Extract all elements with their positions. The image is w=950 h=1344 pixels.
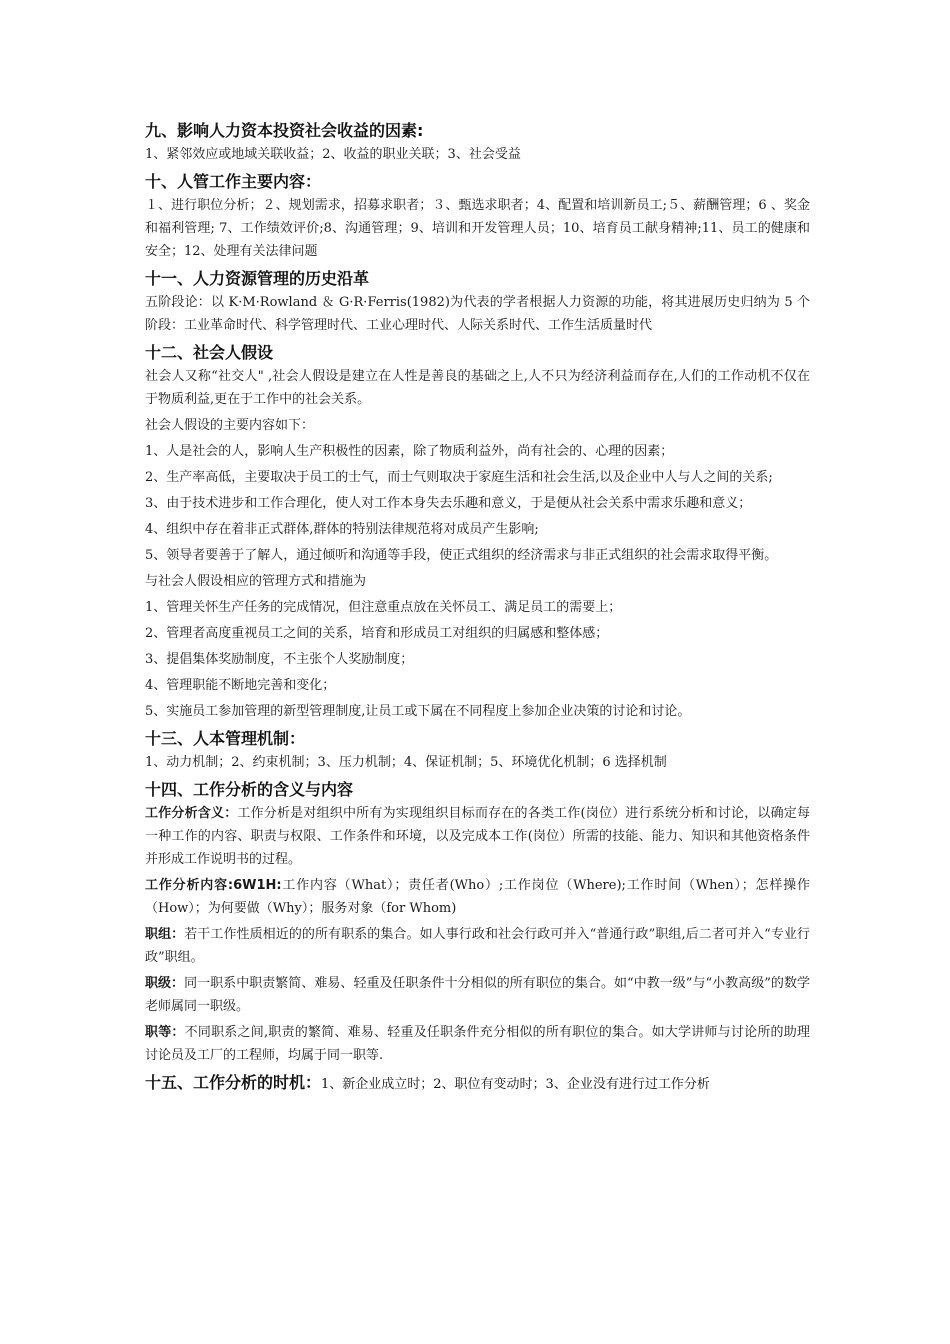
term-label: 职等： [145, 1025, 185, 1040]
term-text: 工作内容（What）；责任者(Who）;工作岗位（Where);工作时间（When）；怎样操作（How）；为何要做（Why）；服务对象（for Whom) [145, 878, 810, 916]
section-14-heading: 十四、工作分析的含义与内容 [145, 780, 354, 799]
term-text: 同一职系中职责繁简、难易、轻重及任职条件十分相似的所有职位的集合。如“中教一级”与“小教高级”的数学老师属同一职级。 [145, 976, 810, 1014]
term-label: 职组： [145, 927, 185, 942]
job-grade-definition [145, 1021, 810, 1067]
section-12-text-8: 与社会人假设相应的管理方式和措施为 [145, 574, 367, 589]
section-12-text-12: 4、管理职能不断地完善和变化； [145, 678, 336, 693]
term-label: 工作分析内容:6W1H: [145, 878, 282, 893]
section-9-text: 1、紧邻效应或地域关联收益；2、收益的职业关联；3、社会受益 [145, 147, 521, 162]
section-12-text-5: 3、由于技术进步和工作合理化，使人对工作本身失去乐趣和意义，于是便从社会关系中需求乐趣和意义； [145, 496, 752, 511]
term-label: 工作分析含义： [145, 806, 238, 821]
term-text: 不同职系之间,职责的繁简、难易、轻重及任职条件充分相似的所有职位的集合。如大学讲师与讨论所的助理讨论员及工厂的工程师，均属于同一职等. [145, 1025, 810, 1063]
section-13-heading: 十三、人本管理机制： [145, 729, 306, 748]
job-analysis-content [145, 874, 810, 920]
section-9-heading: 九、影响人力资本投资社会收益的因素: [145, 121, 424, 140]
term-text: 工作分析是对组织中所有为实现组织目标而存在的各类工作(岗位）进行系统分析和讨论，以确定每一种工作的内容、职责与权限、工作条件和环境，以及完成本工作(岗位）所需的技能、能力、知识和其他资格条件并形成工作说明书的过程。 [145, 806, 810, 867]
section-12-heading: 十二、社会人假设 [145, 343, 274, 362]
section-11-text: 五阶段论：以 K·M·Rowland ＆ G·R·Ferris(1982)为代表的学者根据人力资源的功能，将其进展历史归纳为 5 个阶段：工业革命时代、科学管理时代、工业心理时代、人际关系时代、工作生活质量时代 [145, 295, 810, 333]
section-12-text-13: 5、实施员工参加管理的新型管理制度,让员工或下属在不同程度上参加企业决策的讨论和讨论。 [145, 704, 691, 719]
document-page [145, 118, 810, 1097]
section-12-text-9: 1、管理关怀生产任务的完成情况，但注意重点放在关怀员工、满足员工的需要上； [145, 600, 622, 615]
section-15-title: 十五、工作分析的时机： [145, 1073, 322, 1092]
term-label: 职级： [145, 976, 185, 991]
section-12-text-2: 社会人假设的主要内容如下： [145, 418, 315, 433]
section-10-text: １、进行职位分析；２、规划需求，招募求职者；３、甄选求职者；4、配置和培训新员工;５、薪酬管理；6 、奖金和福利管理; 7、工作绩效评价;8、沟通管理；9、培训和开发管理人员；10、培育员工献身精神;11、员工的健康和安全；12、处理有关法律问题 [145, 198, 810, 259]
job-group-definition [145, 923, 810, 969]
term-text: 若干工作性质相近的的所有职系的集合。如人事行政和社会行政可并入“普通行政”职组,后二者可并入“专业行政”职组。 [145, 927, 810, 965]
job-analysis-definition [145, 802, 810, 871]
section-12-text-3: 1、人是社会的人，影响人生产积极性的因素，除了物质利益外，尚有社会的、心理的因素； [145, 444, 674, 459]
section-15-text: 1、新企业成立时；2、职位有变动时；3、企业没有进行过工作分析 [321, 1077, 710, 1092]
section-10-heading: 十、人管工作主要内容： [145, 172, 322, 191]
section-12-text-1: 社会人又称“社交人" ,社会人假设是建立在人性是善良的基础之上,人不只为经济利益而存在,人们的工作动机不仅在于物质利益,更在于工作中的社会关系。 [145, 369, 810, 407]
section-11-heading: 十一、人力资源管理的历史沿革 [145, 269, 370, 288]
section-12-text-6: 4、组织中存在着非正式群体,群体的特别法律规范将对成员产生影响; [145, 522, 539, 537]
section-15-heading [145, 1070, 810, 1097]
section-13-text: 1、动力机制；2、约束机制；3、压力机制；4、保证机制；5、环境优化机制；6 选择机制 [145, 755, 667, 770]
section-12-text-10: 2、管理者高度重视员工之间的关系，培育和形成员工对组织的归属感和整体感； [145, 626, 609, 641]
section-12-text-11: 3、提倡集体奖励制度，不主张个人奖励制度； [145, 652, 414, 667]
job-level-definition [145, 972, 810, 1018]
section-12-text-4: 2、生产率高低，主要取决于员工的士气，而士气则取决于家庭生活和社会生活,以及企业中人与人之间的关系; [145, 470, 773, 485]
section-12-text-7: 5、领导者要善于了解人，通过倾听和沟通等手段，使正式组织的经济需求与非正式组织的社会需求取得平衡。 [145, 548, 778, 563]
